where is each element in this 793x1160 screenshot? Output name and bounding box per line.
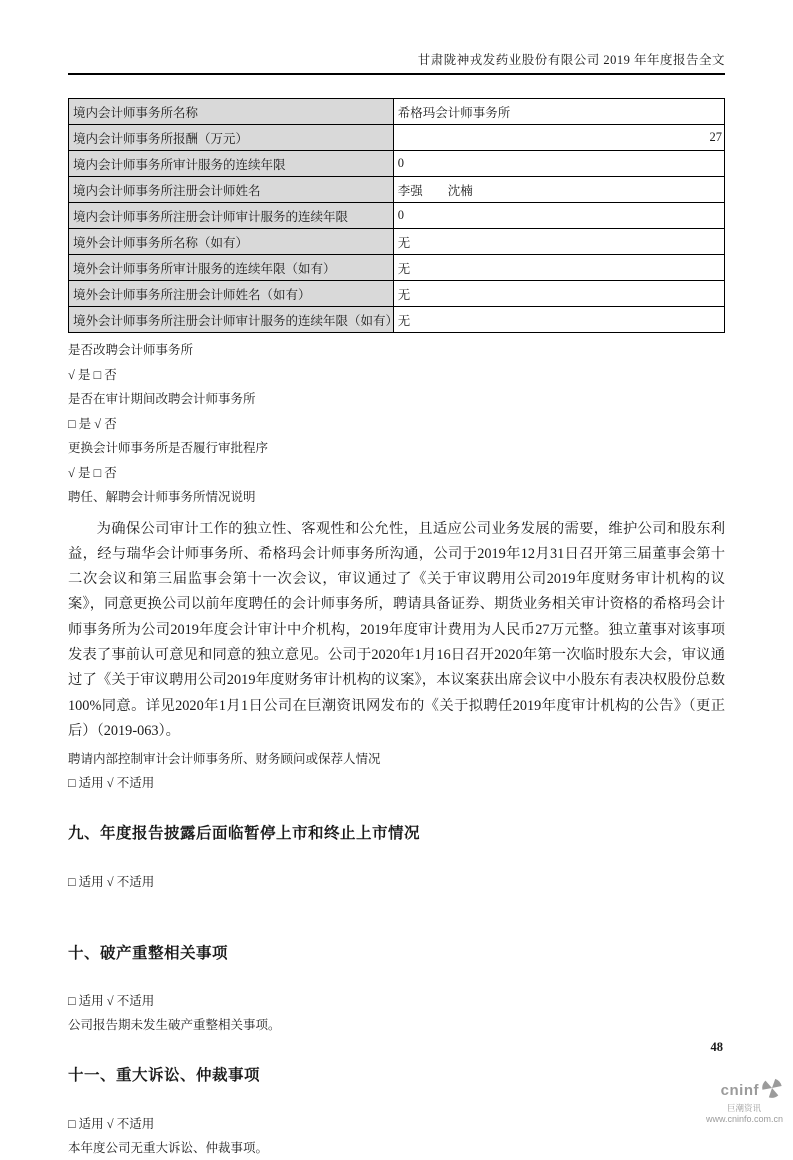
checkbox-answer-line: √ 是 □ 否	[68, 465, 117, 480]
row-label: 境内会计师事务所名称	[69, 99, 394, 125]
table-row	[69, 203, 725, 229]
table-row	[69, 281, 725, 307]
question-line: 更换会计师事务所是否履行审批程序	[68, 441, 269, 455]
question-line: 是否改聘会计师事务所	[68, 343, 194, 357]
question-line: 聘任、解聘会计师事务所情况说明	[68, 490, 256, 504]
table-row	[69, 307, 725, 333]
page-number: 48	[710, 1040, 723, 1054]
checkbox-answer-line: □ 适用 √ 不适用	[68, 776, 155, 791]
row-value: 无	[393, 307, 724, 333]
row-value: 希格玛会计师事务所	[393, 99, 724, 125]
section-heading-9: 九、年度报告披露后面临暂停上市和终止上市情况	[68, 825, 421, 843]
cninfo-brand-text: cninf	[720, 1081, 759, 1099]
page-content	[68, 0, 725, 1160]
table-row	[69, 151, 725, 177]
section-heading-10: 十、破产重整相关事项	[68, 945, 229, 963]
row-label: 境内会计师事务所注册会计师姓名	[69, 177, 394, 203]
internal-control-label: 聘请内部控制审计会计师事务所、财务顾问或保荐人情况	[68, 752, 381, 767]
checkbox-answer-line: □ 适用 √ 不适用	[68, 875, 155, 890]
header-divider	[68, 73, 725, 75]
page-title: 甘肃陇神戎发药业股份有限公司 2019 年年度报告全文	[417, 53, 725, 67]
row-label: 境外会计师事务所名称（如有）	[69, 229, 394, 255]
pinwheel-icon	[761, 1078, 783, 1102]
row-value: 0	[393, 151, 724, 177]
checkbox-answer-line: □ 是 √ 否	[68, 416, 117, 431]
cninfo-logo	[673, 1078, 783, 1124]
cninfo-url: www.cninfo.com.cn	[705, 1113, 783, 1124]
question-line: 是否在审计期间改聘会计师事务所	[68, 392, 256, 406]
section-note: 本年度公司无重大诉讼、仲裁事项。	[68, 1141, 269, 1156]
table-row	[69, 255, 725, 281]
audit-questions	[68, 338, 725, 510]
checkbox-answer-line: √ 是 □ 否	[68, 367, 117, 382]
row-value: 27	[393, 125, 724, 151]
checkbox-answer-line: □ 适用 √ 不适用	[68, 1117, 155, 1132]
table-row	[69, 99, 725, 125]
row-value: 无	[393, 255, 724, 281]
row-value: 无	[393, 229, 724, 255]
cninfo-chinese-name: 巨潮资讯	[726, 1103, 761, 1113]
row-label: 境外会计师事务所审计服务的连续年限（如有）	[69, 255, 394, 281]
accountant-firm-table	[68, 98, 725, 333]
row-label: 境内会计师事务所注册会计师审计服务的连续年限	[69, 203, 394, 229]
row-value: 0	[393, 203, 724, 229]
row-label: 境外会计师事务所注册会计师审计服务的连续年限（如有）	[69, 307, 394, 333]
checkbox-answer-line: □ 适用 √ 不适用	[68, 994, 155, 1009]
row-value: 无	[393, 281, 724, 307]
section-heading-11: 十一、重大诉讼、仲裁事项	[68, 1067, 261, 1085]
table-row	[69, 229, 725, 255]
row-label: 境内会计师事务所报酬（万元）	[69, 125, 394, 151]
table-row	[69, 125, 725, 151]
table-row	[69, 177, 725, 203]
row-value: 李强 沈楠	[393, 177, 724, 203]
section-note: 公司报告期未发生破产重整相关事项。	[68, 1018, 281, 1033]
row-label: 境外会计师事务所注册会计师姓名（如有）	[69, 281, 394, 307]
appointment-explanation-paragraph: 为确保公司审计工作的独立性、客观性和公允性，且适应公司业务发展的需要，维护公司和股东利益，经与瑞华会计师事务所、希格玛会计师事务所沟通，公司于2019年12月31日召开第三届董事会第十二次会议和第三届监事会第十一次会议，审议通过了《关于审议聘用公司2019年度财务审计机构的议案》，同意更换公司以前年度聘任的会计师事务所，聘请具备证券、期货业务相关审计资格的希格玛会计师事务所为公司2019年度会计审计中介机构，2019年度审计费用为人民币27万元整。独立董事对该事项发表了事前认可意见和同意的独立意见。公司于2020年1月16日召开2020年第一次临时股东大会，审议通过了《关于审议聘用公司2019年度财务审计机构的议案》，本议案获出席会议中小股东有表决权股份总数100%同意。详见2020年1月1日公司在巨潮资讯网发布的《关于拟聘任2019年度审计机构的公告》（更正后）（2019-063）。	[68, 520, 725, 739]
row-label: 境内会计师事务所审计服务的连续年限	[69, 151, 394, 177]
